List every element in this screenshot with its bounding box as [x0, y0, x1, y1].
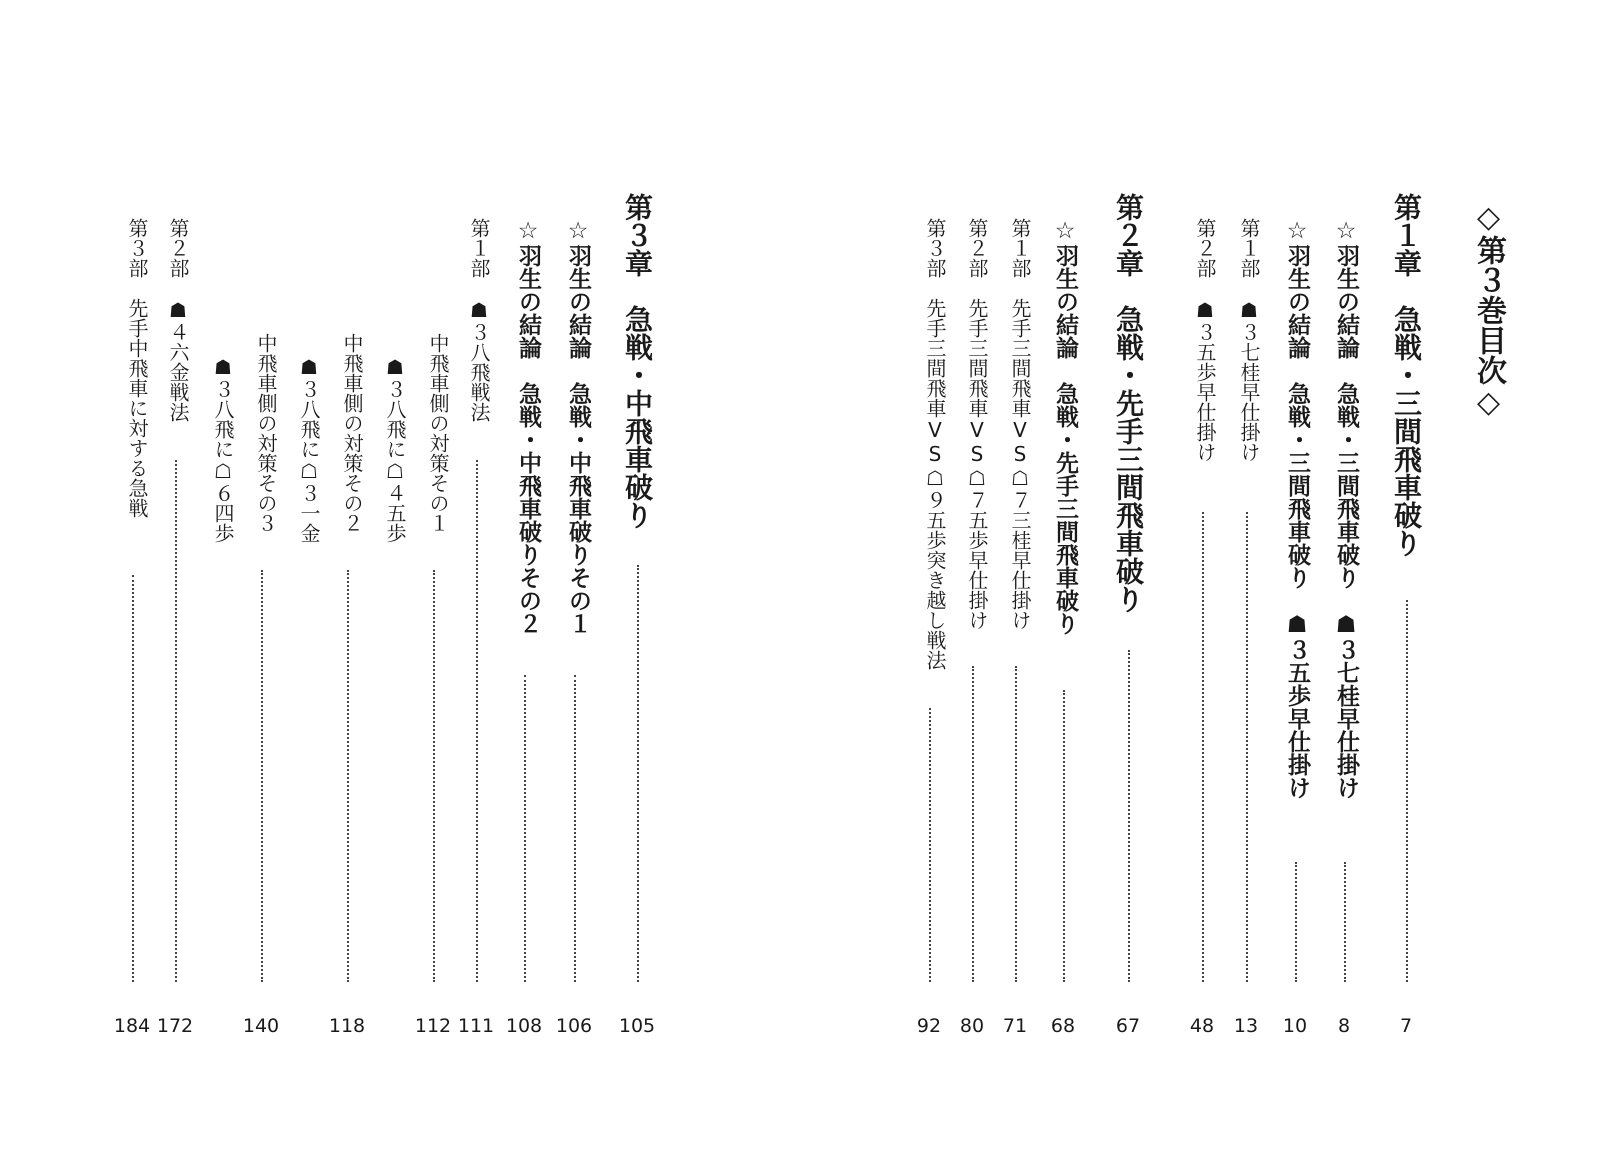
toc-leader [347, 570, 349, 982]
toc-entry-text: ☆羽生の結論 急戦・中飛車破りその１ [565, 218, 591, 635]
toc-page-number: 112 [414, 1015, 452, 1037]
toc-entry-text: ☗３八飛に☖６四歩 [211, 355, 235, 543]
toc-page-number: 80 [959, 1015, 985, 1037]
toc-leader [433, 570, 435, 982]
toc-page-number: 13 [1233, 1015, 1259, 1037]
toc-entry [1185, 0, 1219, 1176]
toc-entry-text: ☆羽生の結論 急戦・三間飛車破り ☗３七桂早仕掛け [1333, 218, 1359, 799]
toc-page-number: 48 [1189, 1015, 1215, 1037]
toc-entry [158, 0, 192, 1176]
toc-entry [287, 0, 321, 1176]
toc-page-number: 108 [505, 1015, 543, 1037]
toc-page-number: 111 [457, 1015, 495, 1037]
toc-page-number: 92 [916, 1015, 942, 1037]
toc-entry [330, 0, 364, 1176]
toc-leader [574, 675, 576, 982]
toc-page-number: 67 [1115, 1015, 1141, 1037]
toc-leader [261, 570, 263, 982]
toc-entry-text: 第３部 先手三間飛車VS☖９五歩突き越し戦法 [923, 218, 947, 670]
toc-entry-text: 第２部 先手三間飛車VS☖７五歩早仕掛け [965, 218, 989, 630]
toc-leader [1202, 512, 1204, 982]
toc-entry [1278, 0, 1312, 1176]
toc-entry [459, 0, 493, 1176]
toc-leader [524, 675, 526, 982]
toc-entry-text: 第１部 先手三間飛車VS☖７三桂早仕掛け [1008, 218, 1032, 630]
toc-page-number: 105 [618, 1015, 656, 1037]
toc-entry-text: ☆羽生の結論 急戦・三間飛車破り ☗３五歩早仕掛け [1284, 218, 1310, 799]
toc-page-number: 106 [555, 1015, 593, 1037]
toc-leader [1128, 650, 1130, 982]
toc-entry [620, 0, 654, 1176]
toc-title-text: ◇第３巻目次◇ [1471, 200, 1506, 420]
toc-leader [476, 460, 478, 982]
toc-entry-text: 中飛車側の対策その２ [340, 333, 364, 533]
toc-leader [637, 565, 639, 982]
toc-entry [201, 0, 235, 1176]
toc-entry-text: 中飛車側の対策その１ [426, 333, 450, 533]
toc-entry [373, 0, 407, 1176]
toc-entry [998, 0, 1032, 1176]
toc-entry-text: 中飛車側の対策その３ [254, 333, 278, 533]
toc-entry [557, 0, 591, 1176]
toc-entry-text: 第１章 急戦・三間飛車破り [1390, 193, 1423, 557]
toc-entry-text: 第１部 ☗３八飛戦法 [467, 218, 491, 422]
toc-entry-text: 第３部 先手中飛車に対する急戦 [125, 218, 149, 518]
toc-leader [1246, 512, 1248, 982]
toc-leader [1063, 690, 1065, 982]
toc-entry-text: 第１部 ☗３七桂早仕掛け [1237, 218, 1261, 462]
toc-entry-text: 第２部 ☗３五歩早仕掛け [1193, 218, 1217, 462]
toc-entry [1046, 0, 1080, 1176]
toc-entry-text: 第２部 ☗４六金戦法 [166, 218, 190, 422]
toc-page-number: 7 [1399, 1015, 1413, 1037]
toc-leader [929, 708, 931, 982]
toc-entry [416, 0, 450, 1176]
toc-page-number: 71 [1002, 1015, 1028, 1037]
toc-title [1466, 0, 1510, 1176]
toc-entry-text: ☆羽生の結論 急戦・先手三間飛車破り [1052, 218, 1078, 635]
toc-page-number: 8 [1337, 1015, 1351, 1037]
toc-leader [1344, 862, 1346, 982]
toc-page-number: 118 [328, 1015, 366, 1037]
toc-entry [1229, 0, 1263, 1176]
toc-leader [1015, 666, 1017, 982]
toc-leader [972, 666, 974, 982]
toc-entry [1389, 0, 1423, 1176]
toc-entry [115, 0, 149, 1176]
toc-page-number: 184 [113, 1015, 151, 1037]
toc-entry [244, 0, 278, 1176]
toc-entry [1327, 0, 1361, 1176]
toc-entry-text: ☗３八飛に☖３一金 [297, 355, 321, 543]
toc-entry-text: ☗３八飛に☖４五歩 [383, 355, 407, 543]
toc-leader [175, 460, 177, 982]
toc-entry [912, 0, 946, 1176]
toc-entry-text: 第３章 急戦・中飛車破り [621, 193, 654, 529]
toc-page-number: 10 [1282, 1015, 1308, 1037]
toc-page-number: 68 [1050, 1015, 1076, 1037]
toc-entry-text: 第２章 急戦・先手三間飛車破り [1112, 193, 1145, 613]
toc-entry [507, 0, 541, 1176]
toc-entry [1111, 0, 1145, 1176]
toc-entry-text: ☆羽生の結論 急戦・中飛車破りその２ [515, 218, 541, 635]
toc-leader [1406, 600, 1408, 982]
toc-leader [1295, 862, 1297, 982]
toc-leader [132, 575, 134, 982]
toc-entry [955, 0, 989, 1176]
toc-page-number: 140 [242, 1015, 280, 1037]
toc-page-number: 172 [156, 1015, 194, 1037]
